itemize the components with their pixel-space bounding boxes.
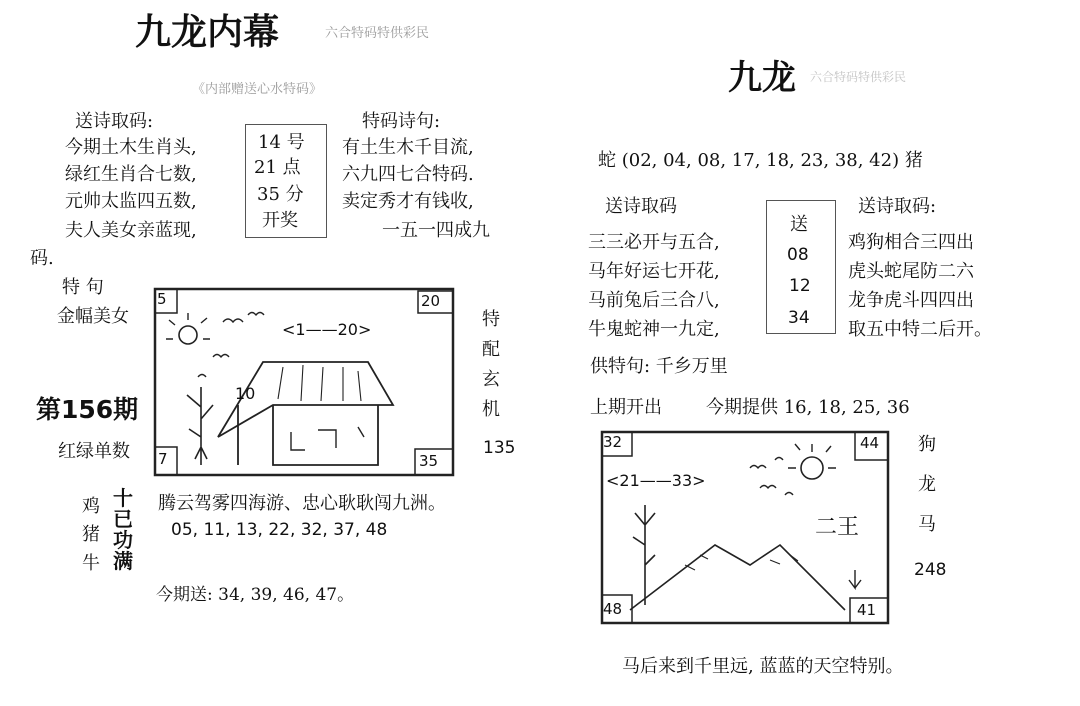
right-title: 九龙 <box>728 58 796 98</box>
time-box-line: 开奖 <box>262 210 298 231</box>
right-left-line: 牛鬼蛇神一九定, <box>588 319 720 340</box>
left-subheading: 《内部赠送心水特码》 <box>192 82 323 97</box>
time-box-line: 21 点 <box>254 157 301 178</box>
left-house-num: 10 <box>235 384 256 403</box>
left-wrap: 码. <box>30 248 54 269</box>
right-label-right: 送诗取码: <box>858 196 937 217</box>
right-vertical-char: 马 <box>918 514 936 535</box>
stamp-char: 功 <box>113 528 133 552</box>
right-title-sub: 六合特码特供彩民 <box>810 70 907 84</box>
right-right-line: 取五中特二后开。 <box>848 319 992 340</box>
special-text: 金幅美女 <box>57 306 129 327</box>
time-box-line: 35 分 <box>257 184 304 205</box>
issue-number: 第156期 <box>36 390 138 426</box>
left-poem-line: 绿红生肖合七数, <box>65 164 197 185</box>
left-vertical-number: 135 <box>483 438 516 458</box>
right-left-line: 马前兔后三合八, <box>588 290 720 311</box>
left-poem-line: 今期土木生肖头, <box>65 137 197 158</box>
left-poem-bottom: 腾云驾雾四海游、忠心耿耿闯九洲。 <box>158 493 446 514</box>
left-poem-line: 夫人美女亲蓝现, <box>65 220 197 241</box>
stamp-char: 满 <box>113 549 133 573</box>
right-corner-tl: 32 <box>603 433 623 451</box>
right-vertical-char: 狗 <box>918 434 936 455</box>
right-range: <21——33> <box>606 471 706 490</box>
right-right-line: 虎头蛇尾防二六 <box>848 261 974 282</box>
right-right-line: 龙争虎斗四四出 <box>848 290 974 311</box>
animal: 猪 <box>82 524 100 545</box>
right-poem-bottom: 马后来到千里远, 蓝蓝的天空特别。 <box>622 656 904 677</box>
stamp-char: 已 <box>113 507 133 531</box>
left-right-line: 卖定秀才有钱收, <box>342 191 474 212</box>
left-poem-label: 送诗取码: <box>75 111 154 132</box>
left-corner-tl: 5 <box>157 290 167 308</box>
right-box-line: 34 <box>788 308 810 328</box>
right-box-line: 12 <box>789 276 811 296</box>
right-vertical-number: 248 <box>914 560 947 580</box>
animal: 牛 <box>82 553 100 574</box>
animal: 鸡 <box>82 496 100 517</box>
left-drawing <box>153 287 453 477</box>
right-right-line: 鸡狗相合三四出 <box>848 232 974 253</box>
right-drawing-char: 二王 <box>815 515 860 540</box>
left-line4-tail: 一五一四成九 <box>382 220 490 241</box>
left-vertical-char: 玄 <box>482 369 500 390</box>
right-label-left: 送诗取码 <box>605 196 677 217</box>
snake-line: 蛇 (02, 04, 08, 17, 18, 23, 38, 42) 猪 <box>598 150 923 171</box>
left-corner-bl: 7 <box>158 450 168 468</box>
left-today: 今期送: 34, 39, 46, 47。 <box>156 585 355 605</box>
right-left-line: 马年好运七开花, <box>588 261 720 282</box>
left-range: <1——20> <box>282 320 372 339</box>
right-corner-br: 41 <box>857 601 877 619</box>
left-title-sub: 六合特码特供彩民 <box>325 26 430 41</box>
supply-line: 供特句: 千乡万里 <box>590 356 728 377</box>
today-supply: 今期提供 16, 18, 25, 36 <box>706 397 910 418</box>
left-vertical-char: 机 <box>482 399 500 420</box>
left-vertical-char: 特 <box>482 309 500 330</box>
last-opened-label: 上期开出 <box>590 397 662 418</box>
right-box-line: 送 <box>790 214 808 235</box>
left-right-line: 有土生木千目流, <box>342 137 474 158</box>
right-vertical-char: 龙 <box>918 474 936 495</box>
right-corner-bl: 48 <box>603 600 623 618</box>
left-title: 九龙内幕 <box>135 11 280 53</box>
left-corner-br: 35 <box>419 452 439 470</box>
left-poem-label-right: 特码诗句: <box>362 111 441 132</box>
red-green-label: 红绿单数 <box>58 441 130 462</box>
left-poem-line: 元帅太监四五数, <box>65 191 197 212</box>
left-corner-tr: 20 <box>421 292 441 310</box>
left-numbers: 05, 11, 13, 22, 32, 37, 48 <box>171 520 388 540</box>
stamp-char: 十 <box>113 486 133 510</box>
right-corner-tr: 44 <box>860 434 880 452</box>
left-right-line: 六九四七合特码. <box>342 164 474 185</box>
left-vertical-char: 配 <box>482 339 500 360</box>
right-box-line: 08 <box>787 245 809 265</box>
right-left-line: 三三必开与五合, <box>588 232 720 253</box>
special-label: 特 句 <box>62 277 104 298</box>
time-box-line: 14 号 <box>258 132 305 153</box>
